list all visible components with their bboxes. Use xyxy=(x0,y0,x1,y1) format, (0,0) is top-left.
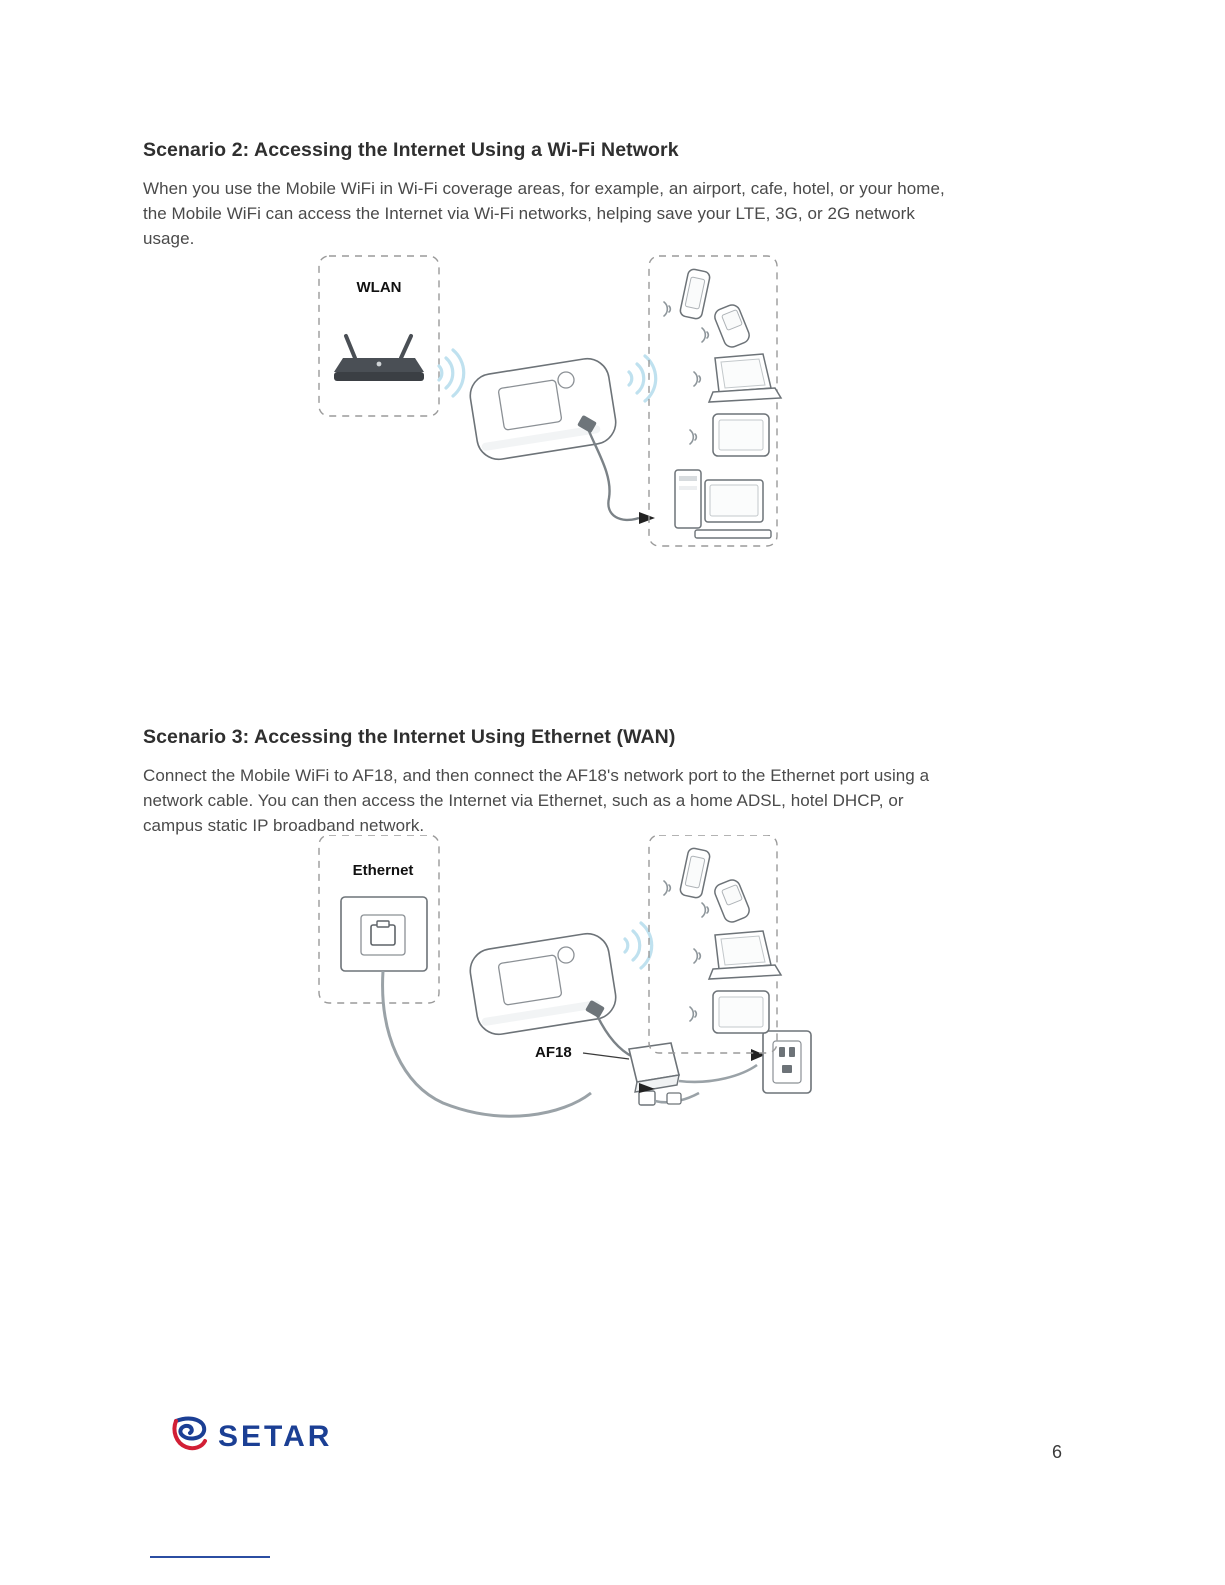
section-scenario-2 xyxy=(143,138,948,296)
brand-name: SETAR xyxy=(218,1419,333,1453)
svg-text:WLAN: WLAN xyxy=(356,279,402,296)
section-body: Connect the Mobile WiFi to AF18, and then connect the AF18's network port to the Ethernet port using a network cable. You can then access the Internet via Ethernet, such as a home ADSL, hotel DHCP, or campus static IP broadband network. xyxy=(143,766,930,835)
brand-logo xyxy=(170,1415,332,1458)
svg-text:Ethernet: Ethernet xyxy=(352,862,414,879)
section-body: When you use the Mobile WiFi in Wi-Fi coverage areas, for example, an airport, cafe, hotel, or your home, the Mobile WiFi can access the Internet via Wi-Fi networks, helping save your LTE, 3G, or 2G network usage. xyxy=(143,179,945,248)
ethernet-wan-scenario-diagram xyxy=(143,835,948,1155)
section-title: Scenario 2: Accessing the Internet Using a Wi-Fi Network xyxy=(143,139,679,161)
page-number: 6 xyxy=(1051,1442,1062,1462)
svg-text:AF18: AF18 xyxy=(535,1044,572,1061)
wifi-network-scenario-diagram xyxy=(143,248,948,568)
bottom-rule xyxy=(150,1556,270,1558)
setar-swirl-logo-icon xyxy=(170,1415,210,1458)
section-scenario-3 xyxy=(143,725,948,1061)
section-title: Scenario 3: Accessing the Internet Using Ethernet (WAN) xyxy=(143,726,676,748)
